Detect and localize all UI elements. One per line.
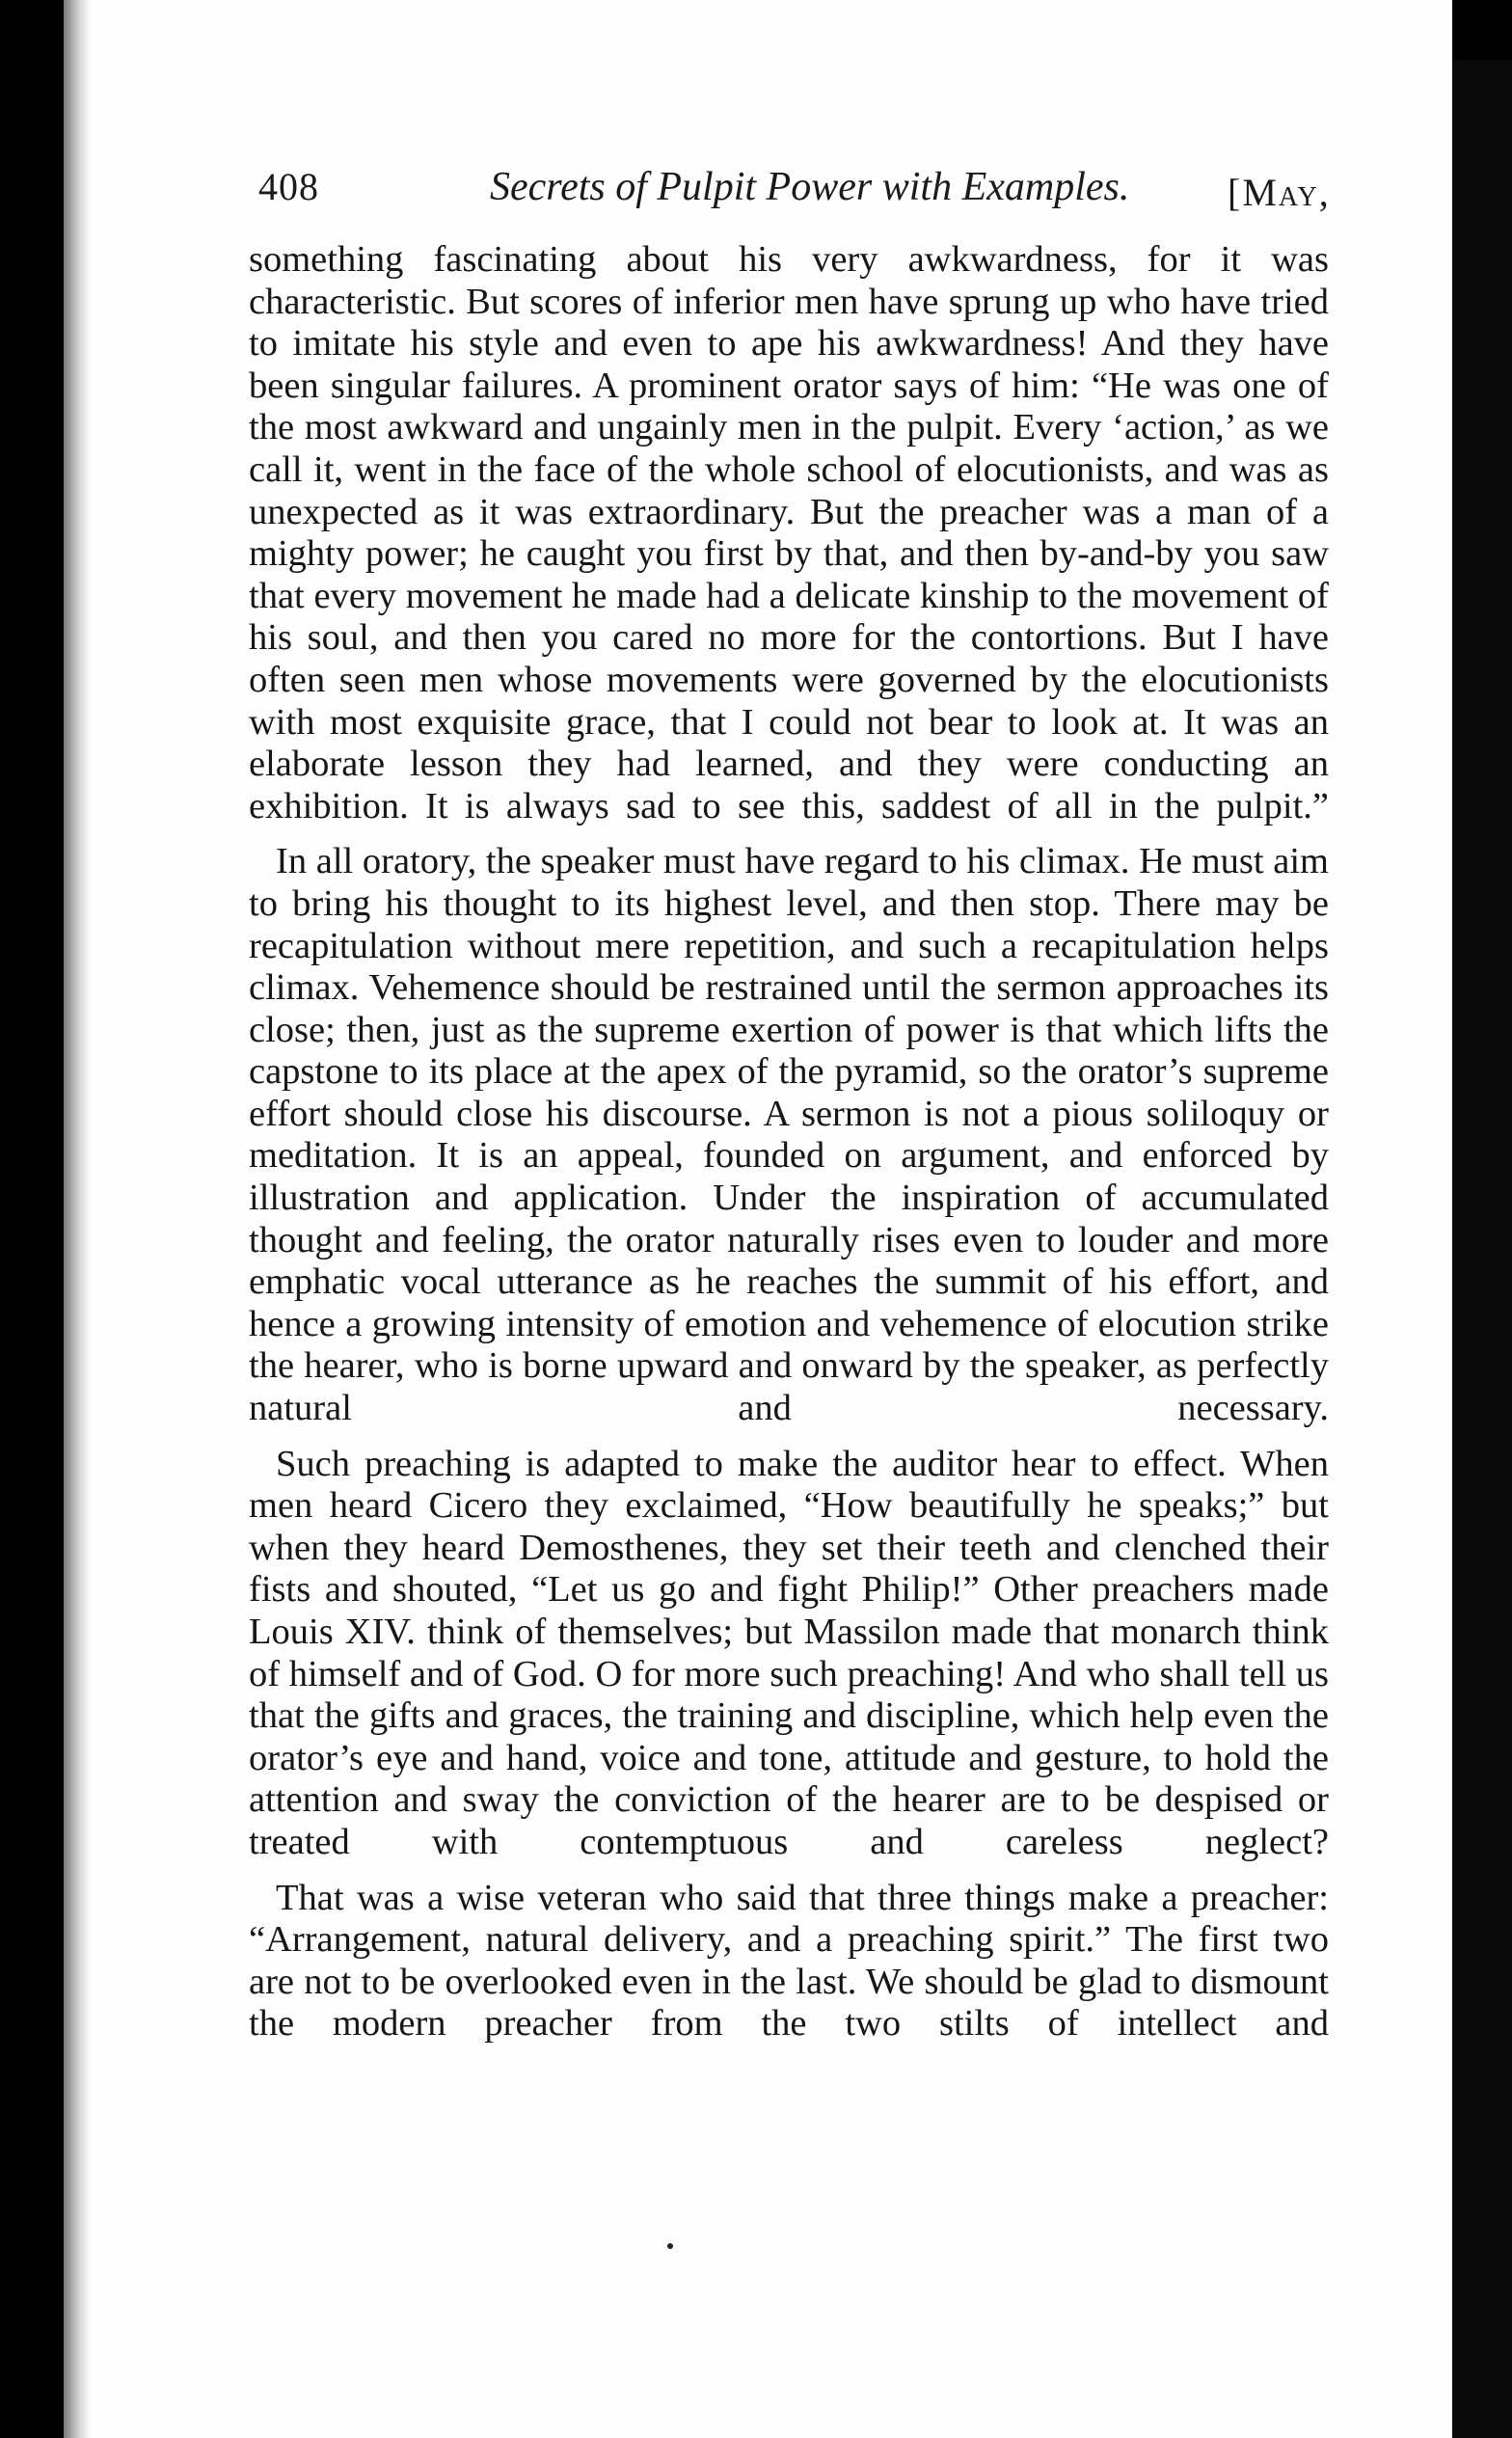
- running-title: Secrets of Pulpit Power with Examples.: [490, 165, 1130, 209]
- paragraph-2: In all oratory, the speaker must have regard to his climax. He must aim to bring his thought to its highest level, and then stop. There may be recapitulation without mere repetition, and such a recapitulation helps climax. Vehemence should be restrained until the sermon approaches its close; then, just as the supreme exertion of power is that which lifts the capstone to its place at the apex of the pyramid, so the orator’s supreme effort should close his discourse. A sermon is not a pious soliloquy or meditation. It is an appeal, founded on argument, and enforced by illustration and application. Under the inspiration of accumulated thought and feeling, the orator naturally rises even to louder and more emphatic vocal utterance as he reaches the summit of his effort, and hence a growing intensity of emotion and vehemence of elocution strike the hearer, who is borne upward and onward by the speaker, as perfectly natural and necessary.: [249, 841, 1329, 1429]
- body-text: [249, 239, 1329, 2059]
- gutter-shadow: [64, 0, 91, 2438]
- page-margin: [1427, 0, 1452, 2438]
- page-number: 408: [258, 165, 319, 208]
- running-header: [258, 164, 1367, 231]
- print-speck: [667, 2243, 673, 2249]
- paragraph-1: something fascinating about his very awkwardness, for it was characteristic. But scores of inferior men have sprung up who have tried to imitate his style and even to ape his awkwardness! And they have been singular failures. A prominent orator says of him: “He was one of the most awkward and ungainly men in the pulpit. Every ‘action,’ as we call it, went in the face of the whole school of elocutionists, and was as unexpected as it was extraordinary. But the preacher was a man of a mighty power; he caught you first by that, and then by-and-by you saw that every movement he made had a delicate kinship to the movement of his soul, and then you cared no more for the contortions. But I have often seen men whose movements were governed by the elocutionists with most exquisite grace, that I could not bear to look at. It was an elaborate lesson they had learned, and they were conducting an exhibition. It is always sad to see this, saddest of all in the pulpit.”: [249, 239, 1329, 826]
- running-date: [May,: [1228, 171, 1331, 214]
- next-page-edge: [1452, 60, 1512, 2438]
- paragraph-4: That was a wise veteran who said that three things make a preacher: “Arrangement, natural delivery, and a preaching spirit.” The first two are not to be overlooked even in the last. We should be glad to dismount the modern preacher from the two stilts of intellect and: [249, 1877, 1329, 2045]
- paragraph-3: Such preaching is adapted to make the auditor hear to effect. When men heard Cicero they exclaimed, “How beautifully he speaks;” but when they heard Demosthenes, they set their teeth and clenched their fists and shouted, “Let us go and fight Philip!” Other preachers made Louis XIV. think of themselves; but Massilon made that monarch think of himself and of God. O for more such preaching! And who shall tell us that the gifts and graces, the training and discipline, which help even the orator’s eye and hand, voice and tone, attitude and gesture, to hold the attention and sway the conviction of the hearer are to be despised or treated with contemptuous and careless neglect?: [249, 1443, 1329, 1862]
